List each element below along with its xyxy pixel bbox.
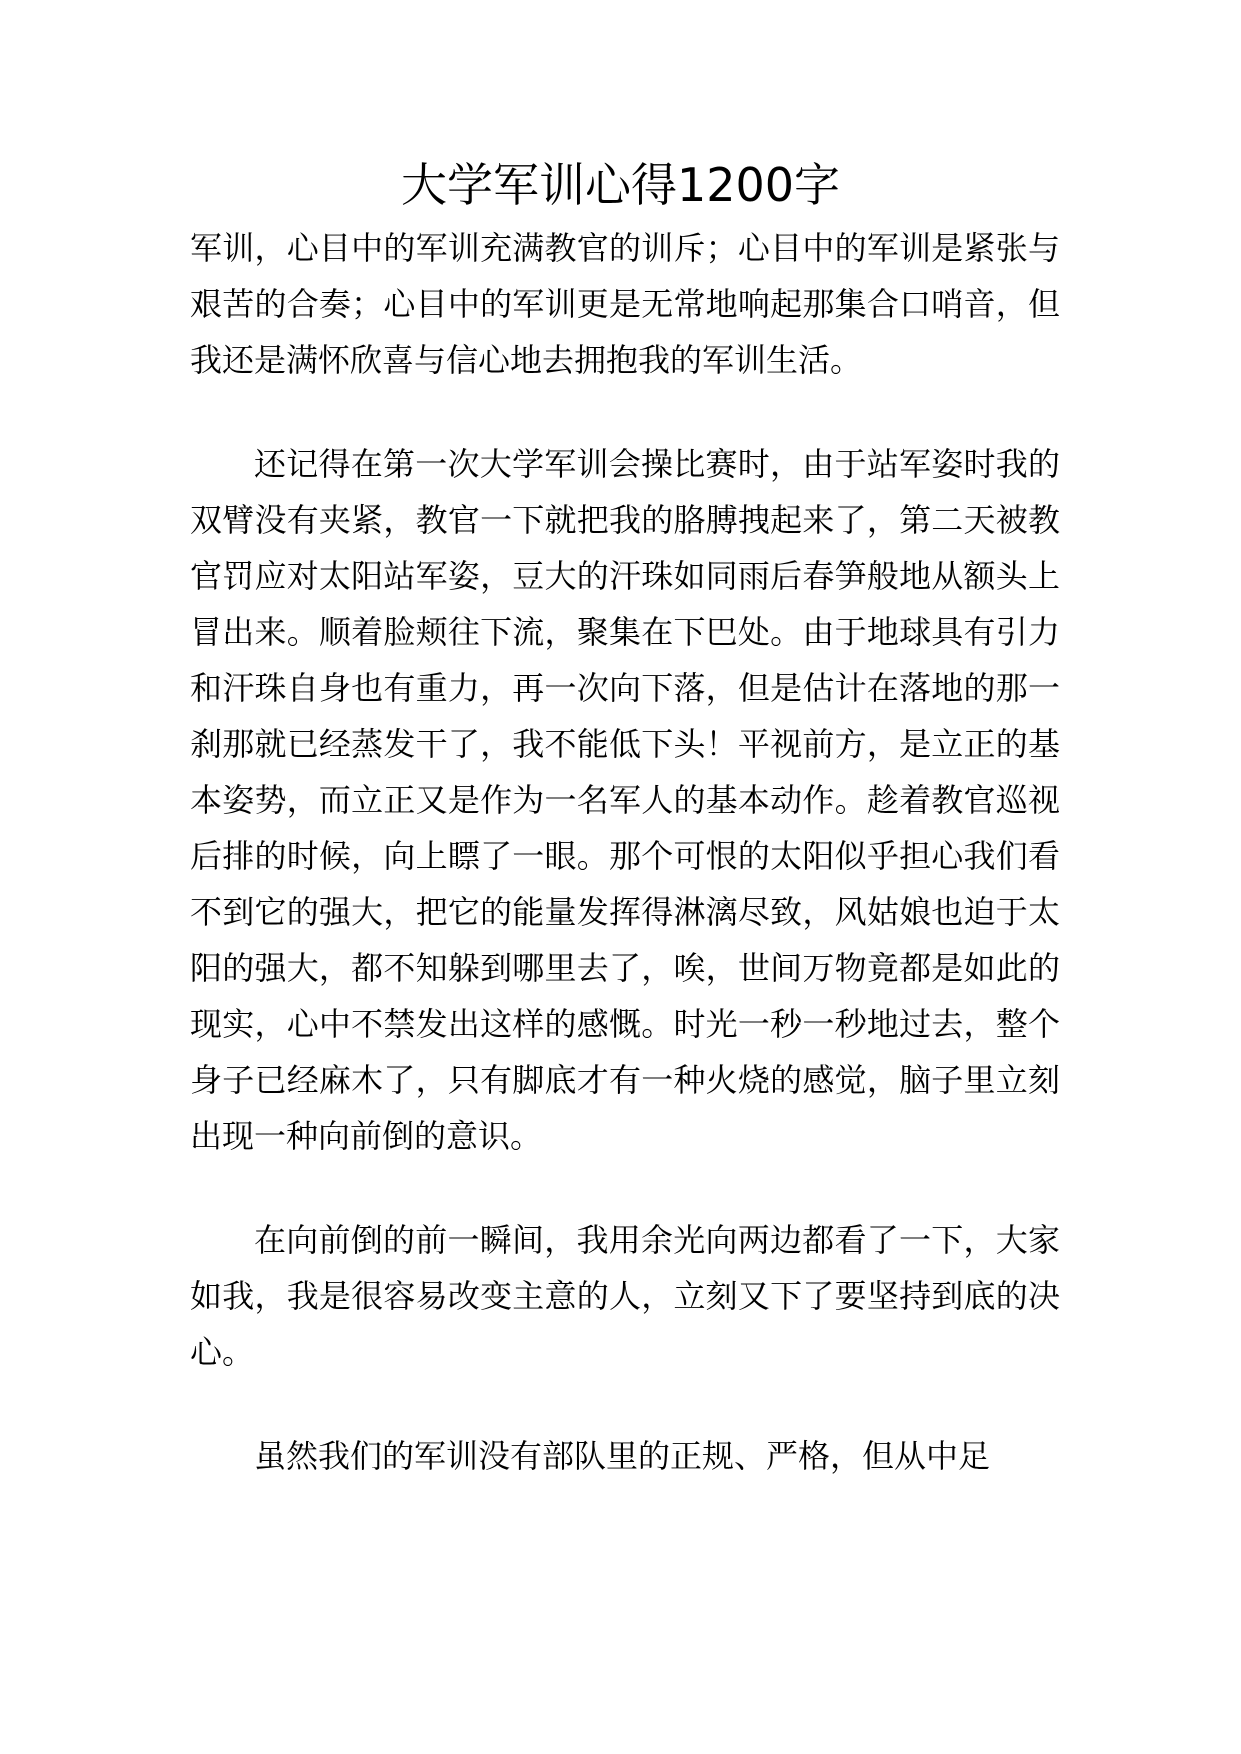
document-body	[190, 220, 1060, 1484]
paragraph-3: 在向前倒的前一瞬间，我用余光向两边都看了一下，大家如我，我是很容易改变主意的人，立刻又下了要坚持到底的决心。	[190, 1221, 1060, 1371]
paragraph-gap	[190, 1164, 1060, 1212]
paragraph-gap	[190, 1380, 1060, 1428]
paragraph-2: 还记得在第一次大学军训会操比赛时，由于站军姿时我的双臂没有夹紧，教官一下就把我的胳膊拽起来了，第二天被教官罚应对太阳站军姿，豆大的汗珠如同雨后春笋般地从额头上冒出来。顺着脸颊往下流，聚集在下巴处。由于地球具有引力和汗珠自身也有重力，再一次向下落，但是估计在落地的那一刹那就已经蒸发干了，我不能低下头！平视前方，是立正的基本姿势，而立正又是作为一名军人的基本动作。趁着教官巡视后排的时候，向上瞟了一眼。那个可恨的太阳似乎担心我们看不到它的强大，把它的能量发挥得淋漓尽致，风姑娘也迫于太阳的强大，都不知躲到哪里去了，唉，世间万物竟都是如此的现实，心中不禁发出这样的感慨。时光一秒一秒地过去，整个身子已经麻木了，只有脚底才有一种火烧的感觉，脑子里立刻出现一种向前倒的意识。	[190, 445, 1060, 1155]
paragraph-4: 虽然我们的军训没有部队里的正规、严格，但从中足	[254, 1437, 991, 1475]
paragraph-1: 军训，心目中的军训充满教官的训斥；心目中的军训是紧张与艰苦的合奏；心目中的军训更是无常地响起那集合口哨音，但我还是满怀欣喜与信心地去拥抱我的军训生活。	[190, 229, 1060, 379]
document-title: 大学军训心得1200字	[400, 158, 841, 212]
paragraph-gap	[190, 388, 1060, 436]
